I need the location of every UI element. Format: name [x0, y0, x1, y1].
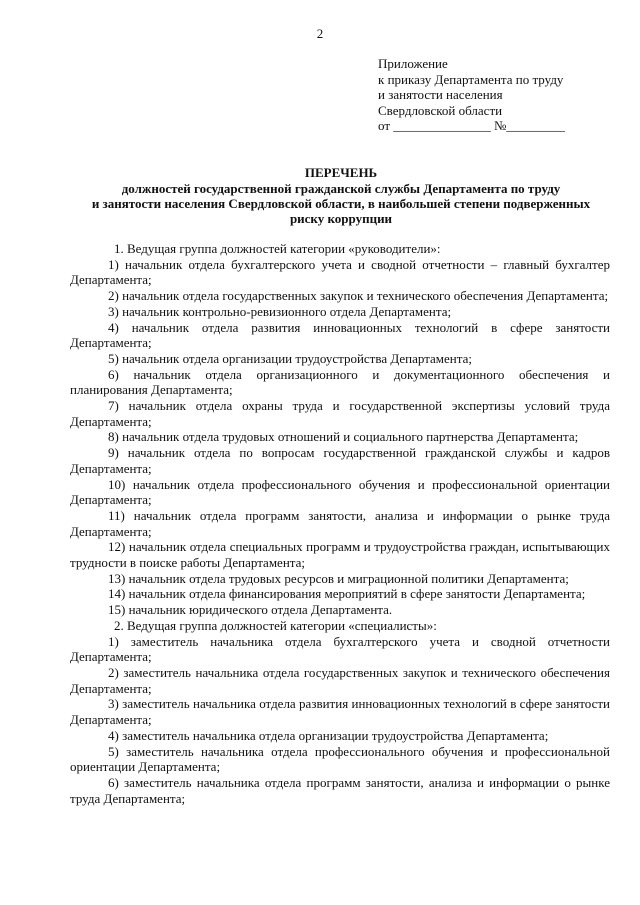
appendix-line: Свердловской области [378, 102, 503, 118]
list-item: 5) начальник отдела организации трудоустройства Департамента; [108, 350, 472, 366]
list-item: 5) заместитель начальника отдела профессионального обучения и профессиональной ориентации Департамента; [70, 743, 610, 775]
title-heading: ПЕРЕЧЕНЬ [304, 165, 378, 180]
list-item: 11) начальник отдела программ занятости, анализа и информации о рынке труда Департамента; [70, 507, 610, 539]
list-item: 8) начальник отдела трудовых отношений и социального партнерства Департамента; [108, 429, 579, 445]
appendix-line: Приложение [378, 56, 448, 71]
group-heading: 2. Ведущая группа должностей категории «специалисты»: [114, 617, 437, 633]
positions-list [70, 241, 610, 806]
appendix-line: к приказу Департамента по труду [378, 71, 564, 87]
document-title [70, 165, 612, 226]
appendix-date-number-line: от _______________ №_________ [378, 118, 565, 133]
list-item: 4) начальник отдела развития инновационных технологий в сфере занятости Департамента; [70, 319, 610, 351]
title-line: риску коррупции [289, 211, 393, 226]
list-item: 6) начальник отдела организационного и документационного обеспечения и планирования Департамента; [70, 366, 610, 398]
list-item: 2) начальник отдела государственных закупок и технического обеспечения Департамента; [108, 288, 609, 304]
list-item: 13) начальник отдела трудовых ресурсов и миграционной политики Департамента; [108, 570, 569, 586]
list-item: 12) начальник отдела специальных программ и трудоустройства граждан, испытывающих трудности в поиске работы Департамента; [70, 539, 610, 571]
appendix-block [378, 56, 565, 134]
appendix-line: и занятости населения [378, 87, 503, 102]
list-item: 3) заместитель начальника отдела развития инновационных технологий в сфере занятости Департамента; [70, 696, 610, 728]
list-item: 15) начальник юридического отдела Департамента. [108, 602, 393, 618]
page-number: 2 [316, 26, 324, 41]
list-item: 14) начальник отдела финансирования мероприятий в сфере занятости Департамента; [108, 586, 586, 602]
list-item: 1) заместитель начальника отдела бухгалтерского учета и сводной отчетности Департамента; [70, 633, 610, 665]
list-item: 9) начальник отдела по вопросам государственной гражданской службы и кадров Департамента; [70, 445, 610, 476]
group-heading: 1. Ведущая группа должностей категории «руководители»: [114, 241, 441, 256]
list-item: 2) заместитель начальника отдела государственных закупок и технического обеспечения Департамента; [70, 664, 610, 696]
title-line: и занятости населения Свердловской области, в наибольшей степени подверженных [91, 196, 591, 211]
list-item: 10) начальник отдела профессионального обучения и профессиональной ориентации Департамента; [70, 476, 610, 508]
list-item: 1) начальник отдела бухгалтерского учета и сводной отчетности – главный бухгалтер Департамента; [70, 256, 610, 288]
title-line: должностей государственной гражданской службы Департамента по труду [121, 181, 561, 196]
list-item: 7) начальник отдела охраны труда и государственной экспертизы условий труда Департамента; [70, 398, 610, 429]
list-item: 4) заместитель начальника отдела организации трудоустройства Департамента; [108, 727, 549, 743]
list-item: 3) начальник контрольно-ревизионного отдела Департамента; [108, 303, 452, 319]
list-item: 6) заместитель начальника отдела программ занятости, анализа и информации о рынке труда Департамента; [70, 774, 610, 806]
